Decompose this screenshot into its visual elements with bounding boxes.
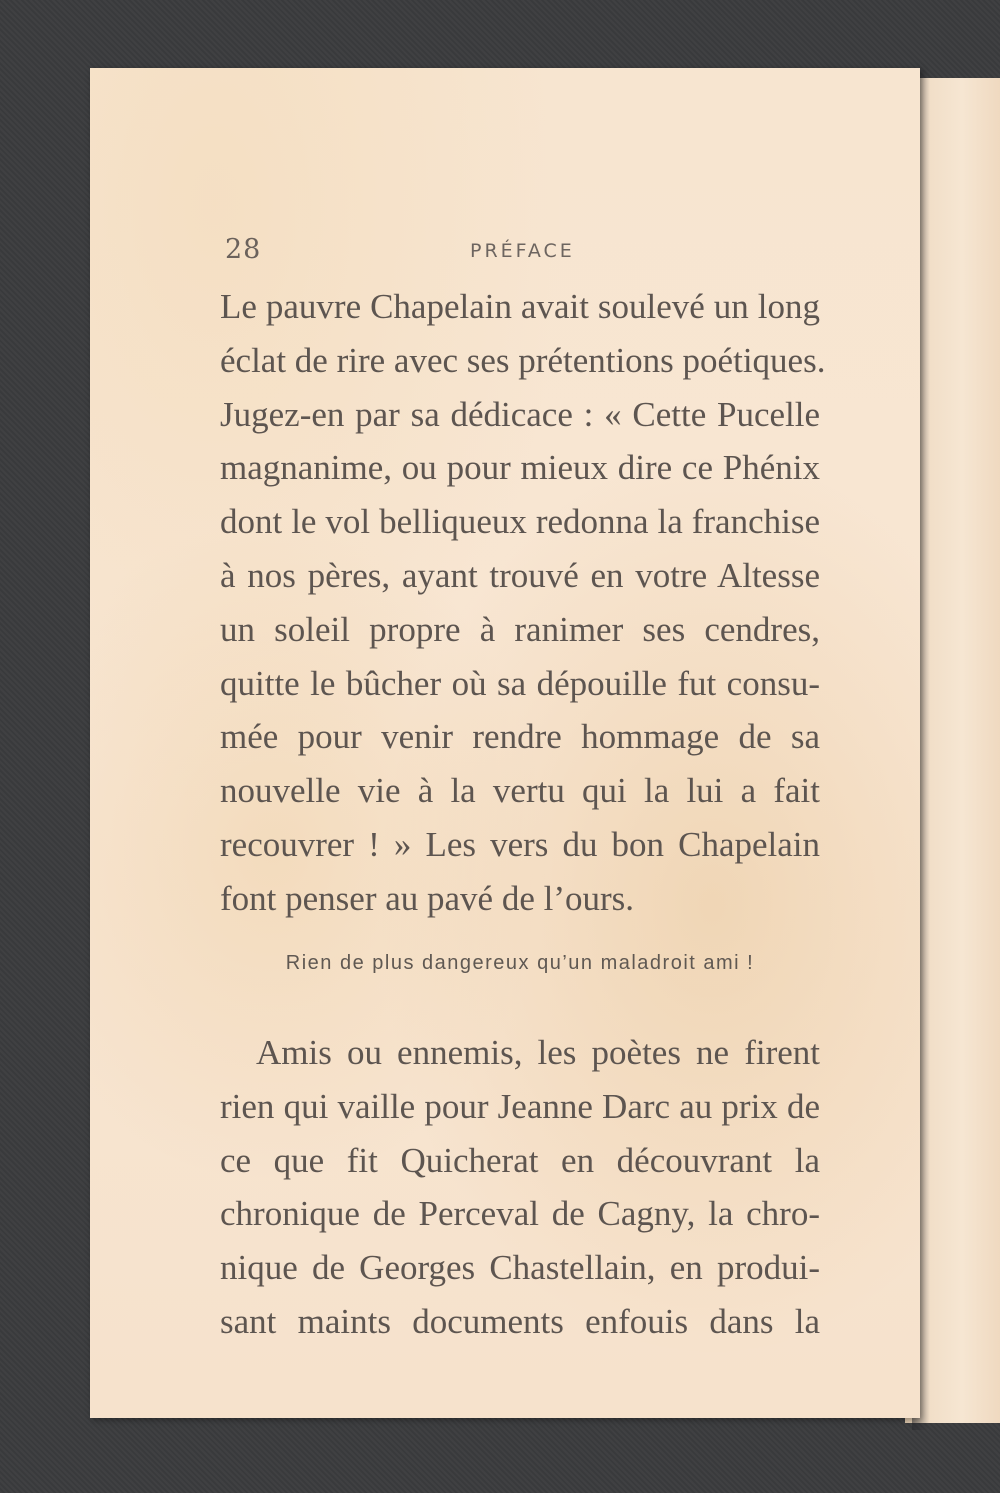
paragraph-1 bbox=[220, 280, 826, 926]
text-line: un soleil propre à ranimer ses cendres, bbox=[220, 609, 820, 649]
text-line: nouvelle vie à la vertu qui la lui a fait bbox=[220, 771, 820, 811]
text-line: recouvrer ! » Les vers du bon Chapelain bbox=[220, 824, 820, 864]
running-title: PRÉFACE bbox=[470, 240, 575, 262]
text-line: rien qui vaille pour Jeanne Darc au prix de bbox=[220, 1086, 820, 1126]
text-line: mée pour venir rendre hommage de sa bbox=[220, 717, 820, 757]
text-line: Le pauvre Chapelain avait soulevé un long bbox=[220, 287, 820, 326]
text-line: Amis ou ennemis, les poètes ne firent bbox=[256, 1033, 820, 1072]
text-line: dont le vol belliqueux redonna la franchise bbox=[220, 502, 820, 542]
paragraph-2 bbox=[220, 1026, 820, 1349]
book-page bbox=[90, 68, 920, 1418]
text-line: ce que fit Quicherat en découvrant la bbox=[220, 1140, 820, 1180]
text-line: éclat de rire avec ses prétentions poétiques. bbox=[220, 340, 826, 380]
running-head bbox=[90, 234, 920, 274]
text-line: chronique de Perceval de Cagny, la chro- bbox=[220, 1194, 820, 1234]
text-line: font penser au pavé de l’ours. bbox=[220, 878, 635, 918]
verse-quotation: Rien de plus dangereux qu’un maladroit ami ! bbox=[285, 952, 755, 974]
text-line: à nos pères, ayant trouvé en votre Altesse bbox=[220, 555, 820, 595]
text-line: sant maints documents enfouis dans la bbox=[220, 1301, 820, 1341]
text-line: nique de Georges Chastellain, en produi- bbox=[220, 1248, 820, 1288]
text-line: quitte le bûcher où sa dépouille fut consu- bbox=[220, 663, 820, 703]
page-number: 28 bbox=[225, 234, 262, 265]
text-line: Jugez-en par sa dédicace : « Cette Pucelle bbox=[220, 394, 820, 434]
text-line: magnanime, ou pour mieux dire ce Phénix bbox=[220, 448, 820, 488]
